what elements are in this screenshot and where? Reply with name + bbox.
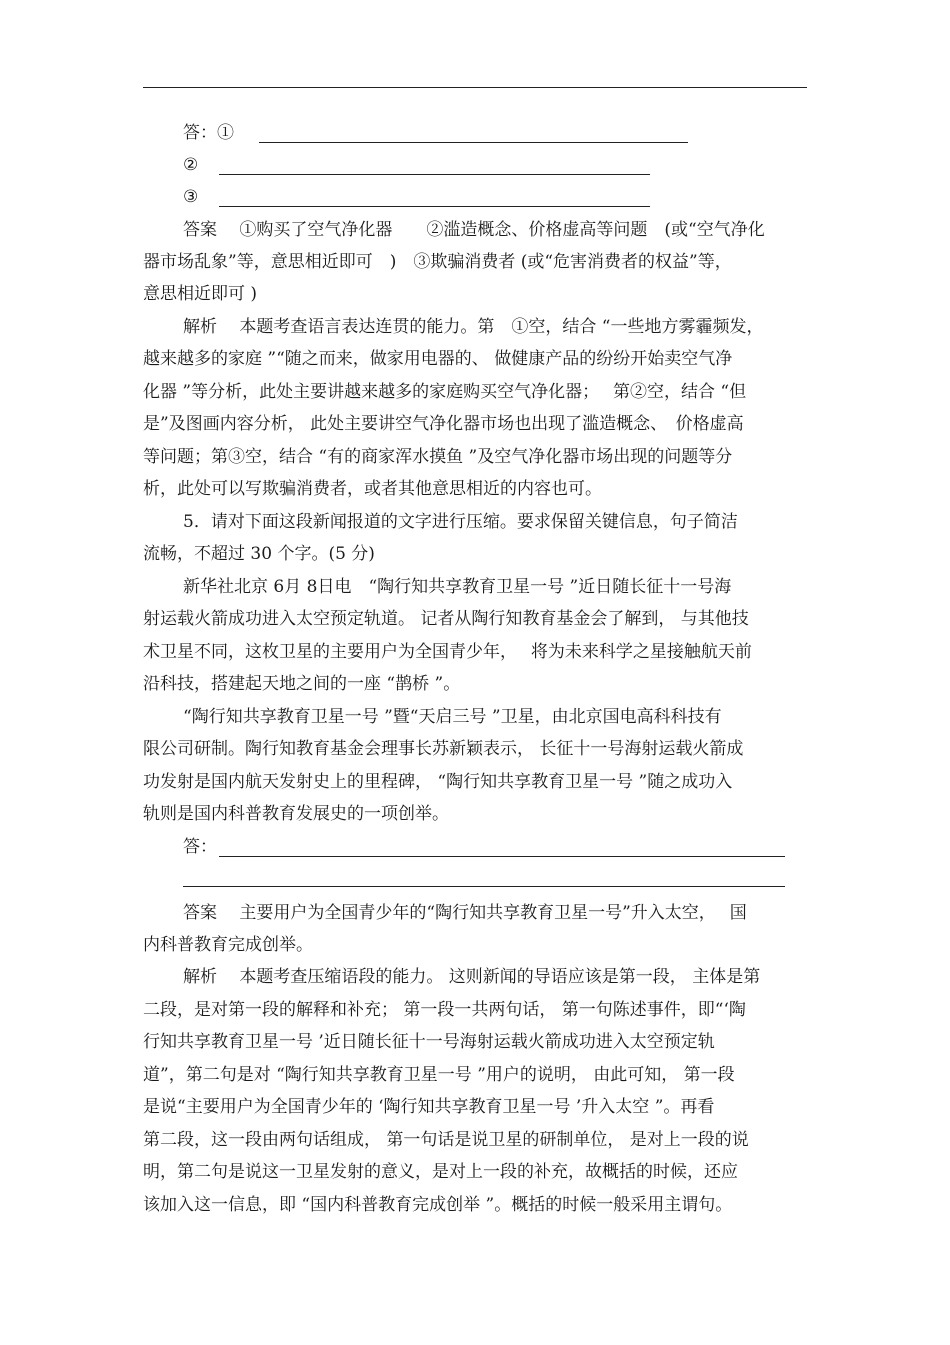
q4-analysis-line: 解析 本题考查语言表达连贯的能力。第 ①空，结合 “一些地方雾霾频发， [183,317,764,337]
news-paragraph-line: 新华社北京 6月 8日电 “陶行知共享教育卫星一号 ”近日随长征十一号海 [183,577,732,597]
q5-analysis-line: 第二段，这一段由两句话组成， 第一句话是说卫星的研制单位， 是对上一段的说 [143,1130,749,1150]
news-paragraph-line: 术卫星不同，这枚卫星的主要用户为全国青少年， 将为未来科学之星接触航天前 [143,642,752,662]
q5-answer-line: 内科普教育完成创举。 [143,935,313,955]
q5-analysis-line: 行知共享教育卫星一号 ’近日随长征十一号海射运载火箭成功进入太空预定轨 [143,1032,715,1052]
q4-analysis-line: 化器 ”等分析，此处主要讲越来越多的家庭购买空气净化器； 第②空，结合 “但 [143,382,747,402]
q5-answer-line: 答案 主要用户为全国青少年的“陶行知共享教育卫星一号”升入太空， 国 [183,903,747,923]
q4-analysis-line: 越来越多的家庭 ”“随之而来，做家用电器的、 做健康产品的纷纷开始卖空气净 [143,349,733,369]
answer-blank-1[interactable] [259,142,688,143]
answer-blank-3[interactable] [219,206,650,207]
q4-answer-line: 意思相近即可 ) [143,284,258,304]
q5-analysis-line: 是说“主要用户为全国青少年的 ‘陶行知共享教育卫星一号 ’升入太空 ”。再看 [143,1097,715,1117]
q5-answer-blank-1[interactable] [219,856,785,857]
q5-answer-blank-2[interactable] [183,886,785,887]
answer-label-2: ② [183,155,199,175]
q5-analysis-line: 道”，第二句是对 “陶行知共享教育卫星一号 ”用户的说明， 由此可知， 第一段 [143,1065,735,1085]
news-paragraph-line: 功发射是国内航天发射史上的里程碑， “陶行知共享教育卫星一号 ”随之成功入 [143,772,733,792]
q5-answer-label: 答： [183,837,217,857]
q5-analysis-line: 明，第二句是说这一卫星发射的意义，是对上一段的补充，故概括的时候，还应 [143,1162,738,1182]
answer-label-1: 答：① [183,123,234,143]
q4-answer-line: 答案 ①购买了空气净化器 ②滥造概念、价格虚高等问题 (或“空气净化 [183,220,765,240]
q5-analysis-line: 二段，是对第一段的解释和补充； 第一段一共两句话， 第一句陈述事件，即“‘陶 [143,1000,746,1020]
q4-analysis-line: 析，此处可以写欺骗消费者，或者其他意思相近的内容也可。 [143,479,602,499]
q4-answer-line: 器市场乱象”等，意思相近即可 ) ③欺骗消费者 (或“危害消费者的权益”等， [143,252,732,272]
news-paragraph-line: 射运载火箭成功进入太空预定轨道。 记者从陶行知教育基金会了解到， 与其他技 [143,609,749,629]
answer-label-3: ③ [183,187,199,207]
q5-analysis-line: 该加入这一信息，即 “国内科普教育完成创举 ”。概括的时候一般采用主谓句。 [143,1195,733,1215]
question-5-line: 流畅，不超过 30 个字。(5 分) [143,544,375,564]
question-5-line: 5．请对下面这段新闻报道的文字进行压缩。要求保留关键信息，句子简洁 [183,512,738,532]
news-paragraph-line: 沿科技，搭建起天地之间的一座 “鹊桥 ”。 [143,674,461,694]
q4-analysis-line: 是”及图画内容分析， 此处主要讲空气净化器市场也出现了滥造概念、 价格虚高 [143,414,744,434]
news-paragraph-line: 限公司研制。陶行知教育基金会理事长苏新颖表示， 长征十一号海射运载火箭成 [143,739,744,759]
q4-analysis-line: 等问题；第③空，结合 “有的商家浑水摸鱼 ”及空气净化器市场出现的问题等分 [143,447,733,467]
answer-blank-2[interactable] [219,174,650,175]
news-paragraph-line: 轨则是国内科普教育发展史的一项创举。 [143,804,449,824]
news-paragraph-line: “陶行知共享教育卫星一号 ”暨“天启三号 ”卫星，由北京国电高科科技有 [183,707,722,727]
header-rule [143,87,807,88]
q5-analysis-line: 解析 本题考查压缩语段的能力。 这则新闻的导语应该是第一段， 主体是第 [183,967,761,987]
